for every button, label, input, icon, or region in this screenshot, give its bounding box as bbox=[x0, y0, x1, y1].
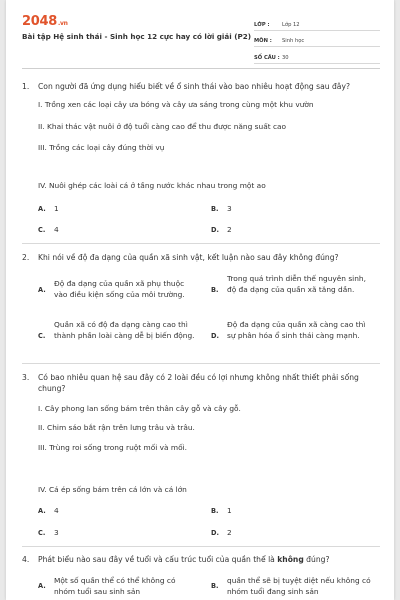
option-text: quần thể sẽ bị tuyệt diệt nếu không có nhóm tuổi đang sinh sản bbox=[227, 576, 371, 596]
question-text bbox=[38, 554, 378, 565]
option-text: 2 bbox=[227, 225, 232, 234]
statement: I. Cây phong lan sống bám trên thân cây gỗ và cây gỗ. bbox=[38, 404, 241, 413]
site-logo[interactable]: 2048.vn bbox=[22, 14, 68, 29]
option-text: 4 bbox=[54, 506, 59, 515]
option-text: Một số quần thể có thể không có nhóm tuổi sau sinh sản bbox=[54, 576, 176, 596]
option-label: D. bbox=[211, 332, 219, 340]
statement: I. Trồng xen các loại cây ưa bóng và cây ưa sáng trong cùng một khu vườn bbox=[38, 100, 314, 109]
option-label: C. bbox=[38, 529, 46, 537]
option-label: B. bbox=[211, 286, 219, 294]
question-text: Khi nói về độ đa dạng của quần xã sinh vật, kết luận nào sau đây không đúng? bbox=[38, 253, 339, 262]
option-text: 3 bbox=[54, 528, 59, 537]
option-text: Độ đa dạng của quần xã phụ thuộc vào điều kiện sống của môi trường. bbox=[54, 279, 185, 299]
meta-key: LỚP : bbox=[254, 21, 270, 28]
option-text: Trong quá trình diễn thế nguyên sinh, độ đa dạng của quần xã tăng dần. bbox=[227, 274, 366, 294]
statement: II. Chim sáo bắt rận trên lưng trâu và trâu. bbox=[38, 423, 195, 432]
meta-row-class bbox=[254, 15, 380, 31]
option-label: B. bbox=[211, 582, 219, 590]
option-label: A. bbox=[38, 205, 46, 213]
statement: III. Trồng các loại cây đúng thời vụ bbox=[38, 143, 165, 152]
option-label: D. bbox=[211, 529, 219, 537]
meta-value: Lớp 12 bbox=[282, 21, 300, 28]
question-text-end: đúng? bbox=[303, 555, 330, 564]
header-divider bbox=[22, 68, 380, 69]
option-text: 4 bbox=[54, 225, 59, 234]
statement: II. Khai thác vật nuôi ở độ tuổi càng cao để thu được năng suất cao bbox=[38, 122, 287, 131]
question-number: 1. bbox=[22, 82, 30, 91]
question-text: Con người đã ứng dụng hiểu biết về ổ sinh thái vào bao nhiêu hoạt động sau đây? bbox=[38, 82, 350, 91]
meta-key: MÔN : bbox=[254, 38, 272, 44]
question-divider bbox=[22, 546, 380, 547]
option-label: A. bbox=[38, 582, 46, 590]
document-header bbox=[6, 0, 394, 60]
meta-row-count bbox=[254, 48, 380, 64]
statement: IV. Nuôi ghép các loài cá ở tầng nước khác nhau trong một ao bbox=[38, 181, 266, 190]
meta-value: Sinh học bbox=[282, 38, 305, 44]
question-text-emphasis: không bbox=[277, 555, 304, 564]
option-label: C. bbox=[38, 332, 46, 340]
option-label: B. bbox=[211, 507, 219, 515]
question-text: Có bao nhiêu quan hệ sau đây có 2 loài đều có lợi nhưng không nhất thiết phải sống chung? bbox=[38, 373, 359, 393]
question-text-start: Phát biểu nào sau đây về tuổi và cấu trúc tuổi của quần thể là bbox=[38, 555, 278, 564]
option-label: B. bbox=[211, 205, 219, 213]
option-label: A. bbox=[38, 507, 46, 515]
statement: III. Trùng roi sống trong ruột mối và mối. bbox=[38, 443, 188, 452]
option-text: 1 bbox=[54, 204, 59, 213]
option-text: Quần xã có độ đa dạng càng cao thì thành phần loài càng dễ bị biến động. bbox=[54, 320, 195, 340]
question-number: 4. bbox=[22, 555, 30, 564]
document-page bbox=[6, 0, 394, 600]
document-title: Bài tập Hệ sinh thái - Sinh học 12 cực hay có lời giải (P2) bbox=[22, 32, 252, 41]
question-number: 3. bbox=[22, 373, 30, 382]
question-number: 2. bbox=[22, 253, 30, 262]
option-text: 3 bbox=[227, 204, 232, 213]
meta-row-subject bbox=[254, 32, 380, 48]
statement: IV. Cá ép sống bám trên cá lớn và cá lớn bbox=[38, 485, 187, 494]
option-text: 1 bbox=[227, 506, 232, 515]
option-label: A. bbox=[38, 286, 46, 294]
option-text: 2 bbox=[227, 528, 232, 537]
option-label: D. bbox=[211, 226, 219, 234]
option-text: Độ đa dạng của quần xã càng cao thì sự phân hóa ổ sinh thái càng mạnh. bbox=[227, 320, 366, 340]
meta-value: 30 bbox=[282, 54, 289, 61]
meta-key: SỐ CÂU : bbox=[254, 54, 280, 61]
meta-info bbox=[254, 15, 380, 65]
question-divider bbox=[22, 243, 380, 244]
option-label: C. bbox=[38, 226, 46, 234]
question-divider bbox=[22, 363, 380, 364]
